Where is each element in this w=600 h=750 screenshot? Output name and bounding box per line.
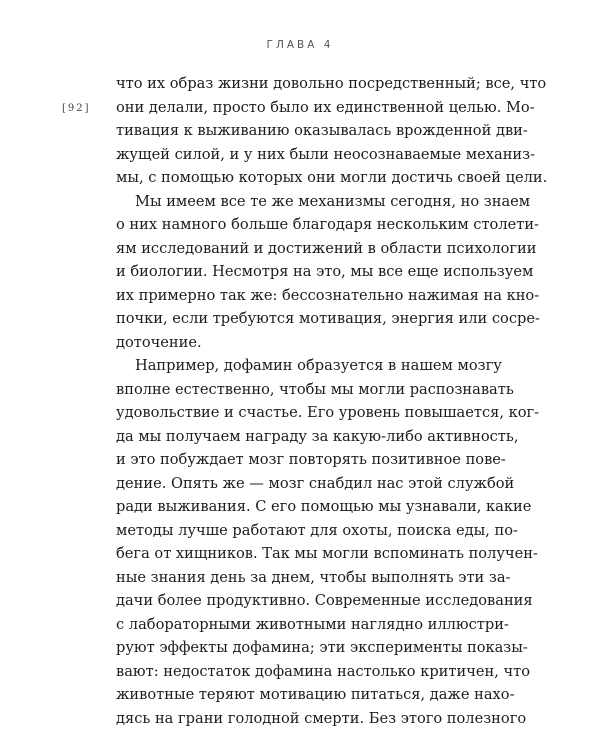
text-line: почки, если требуются мотивация, энергия или сосре- <box>116 310 540 327</box>
text-line: да мы получаем награду за какую-либо активность, <box>116 427 519 445</box>
text-line: ради выживания. С его помощью мы узнавали, какие <box>116 498 532 515</box>
text-line: они делали, просто было их единственной целью. Мо- <box>116 98 535 116</box>
text-line: ям исследований и достижений в области психологии <box>116 239 537 257</box>
text-line: мы, с помощью которых они могли достичь своей цели. <box>116 169 548 186</box>
text-line: их примерно так же: бессознательно нажимая на кно- <box>116 286 540 304</box>
text-line: доточение. <box>116 333 202 351</box>
text-line: животные теряют мотивацию питаться, даже нахо- <box>116 686 515 703</box>
text-line: вают: недостаток дофамина настолько критичен, что <box>116 662 531 680</box>
page-number: [92] <box>62 103 91 114</box>
text-line: дение. Опять же — мозг снабдил нас этой службой <box>116 474 515 492</box>
text-line: бега от хищников. Так мы могли вспоминать получен- <box>116 545 538 562</box>
text-line: Мы имеем все те же механизмы сегодня, но знаем <box>135 192 531 210</box>
text-line: и это побуждает мозг повторять позитивное пове- <box>116 451 506 468</box>
text-line: дачи более продуктивно. Современные исследования <box>116 592 533 609</box>
body-text <box>116 72 548 730</box>
running-head: ГЛАВА 4 <box>266 39 334 51</box>
text-line: ные знания день за днем, чтобы выполнять эти за- <box>116 568 511 586</box>
text-line: жущей силой, и у них были неосознаваемые механиз- <box>116 145 536 163</box>
text-line: удовольствие и счастье. Его уровень повышается, ког- <box>116 404 540 421</box>
text-line: тивация к выживанию оказывалась врожденной дви- <box>116 122 528 139</box>
text-line: методы лучше работают для охоты, поиска еды, по- <box>116 521 518 539</box>
text-line: о них намного больше благодаря нескольким столети- <box>116 216 539 233</box>
text-line: дясь на грани голодной смерти. Без этого полезного <box>116 709 527 727</box>
text-line: с лабораторными животными наглядно иллюстри- <box>116 615 509 633</box>
text-line: вполне естественно, чтобы мы могли распознавать <box>116 380 514 398</box>
text-line: Например, дофамин образуется в нашем мозгу <box>135 357 502 374</box>
text-line: и биологии. Несмотря на это, мы все еще используем <box>116 263 534 280</box>
text-line: что их образ жизни довольно посредственный; все, что <box>116 75 547 92</box>
text-line: руют эффекты дофамина; эти эксперименты показы- <box>116 639 528 656</box>
